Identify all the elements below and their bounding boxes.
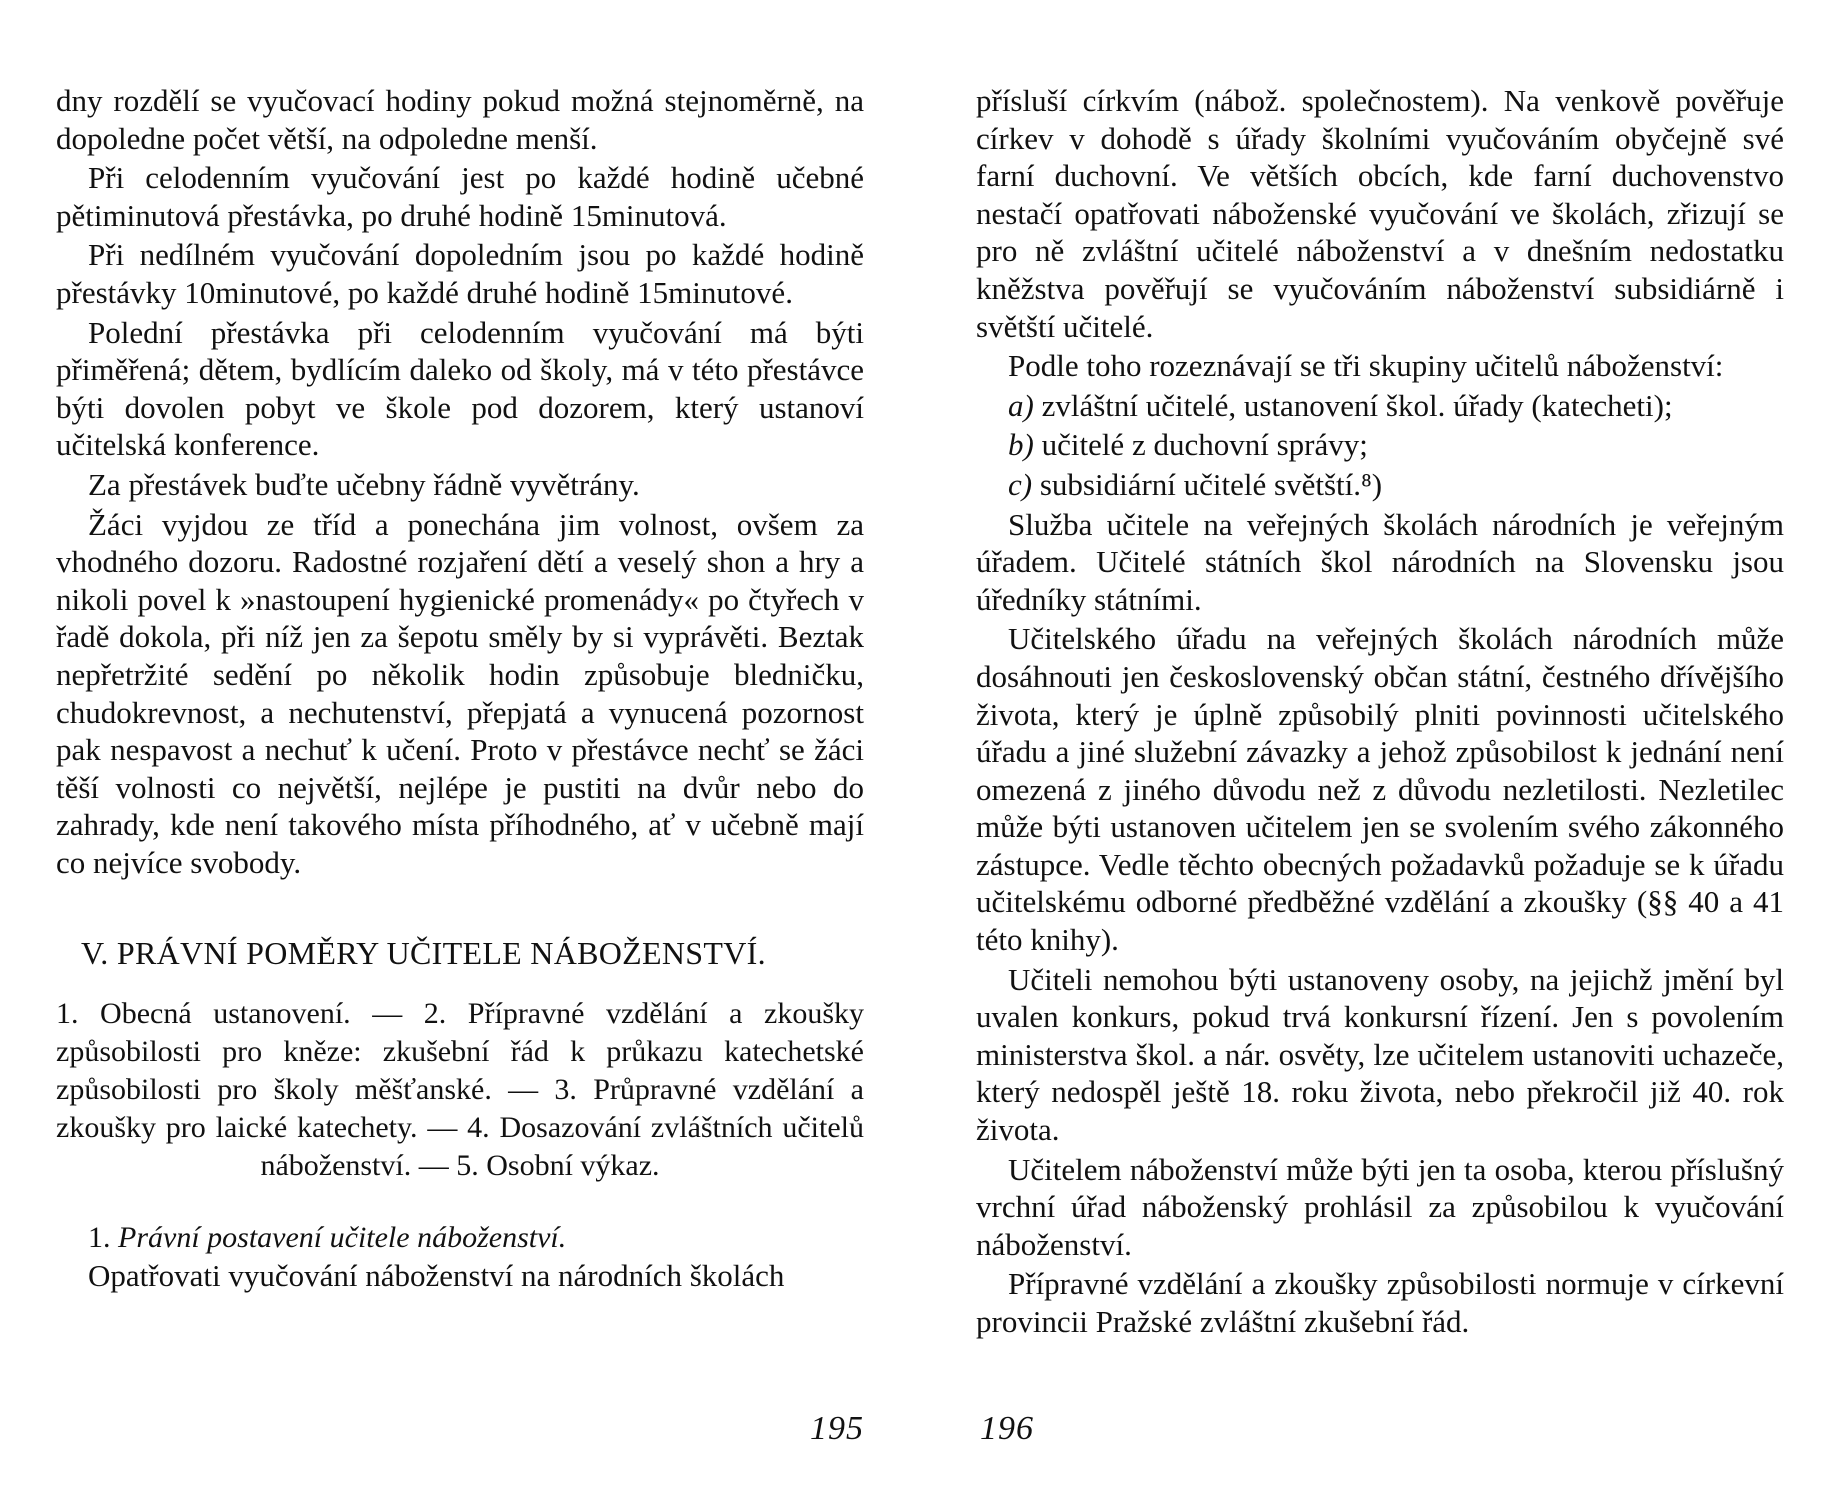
subsection-number: 1. xyxy=(88,1221,111,1255)
list-marker: a) xyxy=(1008,387,1034,423)
page-number-right: 196 xyxy=(980,1410,1034,1447)
right-page-body xyxy=(976,82,1784,1341)
list-marker: c) xyxy=(1008,466,1033,502)
list-item-text: subsidiární učitelé světští.⁸) xyxy=(1039,466,1383,502)
paragraph: Opatřovati vyučování náboženství na národních školách xyxy=(88,1257,785,1293)
paragraph: Při nedílném vyučování dopoledním jsou po každé hodině přestávky 10minutové, po každé druhé hodině 15minutové. xyxy=(56,237,864,310)
left-page-closing xyxy=(56,1257,864,1295)
paragraph: dny rozdělí se vyučovací hodiny pokud možná stejnoměrně, na dopoledne počet větší, na odpoledne menší. xyxy=(56,83,864,156)
list-item xyxy=(976,387,1784,425)
section-contents: 1. Obecná ustanovení. — 2. Přípravné vzdělání a zkoušky způsobilosti pro kněze: zkušební řád k průkazu katechetské způsobilosti pro školy měšťanské. — 3. Průpravné vzdělání a zkoušky pro laické katechety. — 4. Dosazování zvláštních učitelů náboženství. — 5. Osobní výkaz. xyxy=(56,997,864,1183)
subsection-heading xyxy=(88,1219,864,1257)
list-marker: b) xyxy=(1008,427,1034,463)
paragraph: Podle toho rozeznávají se tři skupiny učitelů náboženství: xyxy=(1008,348,1724,384)
right-page xyxy=(976,82,1784,1343)
list-item-text: zvláštní učitelé, ustanovení škol. úřady (katecheti); xyxy=(1041,387,1673,423)
list-item xyxy=(976,426,1784,464)
subsection-title: Právní postavení učitele náboženství. xyxy=(118,1221,567,1255)
paragraph: přísluší církvím (nábož. společnostem). Na venkově pověřuje církev v dohodě s úřady školními vyučováním obyčejně své farní duchovní. Ve větších obcích, kde farní duchovenstvo nestačí opatřovati náboženské vyučování ve školách, zřizují se pro ně zvláštní učitelé náboženství a v dnešním nedostatku kněžstva pověřují se vyučováním náboženství subsidiárně i světští učitelé. xyxy=(976,83,1784,344)
paragraph: Učitelem náboženství může býti jen ta osoba, kterou příslušný vrchní úřad náboženský prohlásil za způsobilou k vyučování náboženství. xyxy=(976,1151,1784,1262)
left-page xyxy=(56,82,864,1296)
paragraph: Učiteli nemohou býti ustanoveny osoby, na jejichž jmění byl uvalen konkurs, pokud trvá konkursní řízení. Jen s povolením ministerstva škol. a nár. osvěty, lze učitelem ustanoviti uchazeče, který nedospěl ještě 18. roku života, nebo překročil již 40. rok života. xyxy=(976,961,1784,1148)
left-page-body xyxy=(56,82,864,881)
page-number-left: 195 xyxy=(810,1410,864,1447)
paragraph: Žáci vyjdou ze tříd a ponechána jim volnost, ovšem za vhodného dozoru. Radostné rozjaření dětí a veselý shon a hry a nikoli povel k »nastoupení hygienické promenády« po čtyřech v řadě dokola, při níž jen za šepotu směly by si vyprávěti. Beztak nepřetržité sedění po několik hodin způsobuje bledničku, chudokrevnost, a nechutenství, přepjatá a vynucená pozornost pak nespavost a nechuť k učení. Proto v přestávce nechť se žáci těší volnosti co největší, nejlépe je pustiti na dvůr nebo do zahrady, kde není takového místa příhodného, ať v učebně mají co nejvíce svobody. xyxy=(56,506,864,880)
paragraph: Přípravné vzdělání a zkoušky způsobilosti normuje v církevní provincii Pražské zvláštní zkušební řád. xyxy=(976,1266,1784,1339)
paragraph: Učitelského úřadu na veřejných školách národních může dosáhnouti jen československý občan státní, čestného dřívějšího života, který je úplně způsobilý plniti povinnosti učitelského úřadu a jiné služební závazky a jehož způsobilost k jednání není omezená z jiného důvodu než z důvodu nezletilosti. Nezletilec může býti ustanoven učitelem jen se svolením svého zákonného zástupce. Vedle těchto obecných požadavků požaduje se k úřadu učitelskému odborné předběžné vzdělání a zkoušky (§§ 40 a 41 této knihy). xyxy=(976,621,1784,958)
paragraph: Za přestávek buďte učebny řádně vyvětrány. xyxy=(88,466,640,502)
list-item xyxy=(976,466,1784,504)
paragraph: Polední přestávka při celodenním vyučování má býti přiměřená; dětem, bydlícím daleko od školy, má v této přestávce býti dovolen pobyt ve škole pod dozorem, který ustanoví učitelská konference. xyxy=(56,314,864,463)
section-heading: V. PRÁVNÍ POMĚRY UČITELE NÁBOŽENSTVÍ. xyxy=(81,935,766,972)
list-item-text: učitelé z duchovní správy; xyxy=(1041,427,1368,463)
paragraph: Při celodenním vyučování jest po každé hodině učebné pětiminutová přestávka, po druhé hodině 15minutová. xyxy=(56,160,864,233)
paragraph: Služba učitele na veřejných školách národních je veřejným úřadem. Učitelé státních škol národních na Slovensku jsou úředníky státními. xyxy=(976,506,1784,617)
